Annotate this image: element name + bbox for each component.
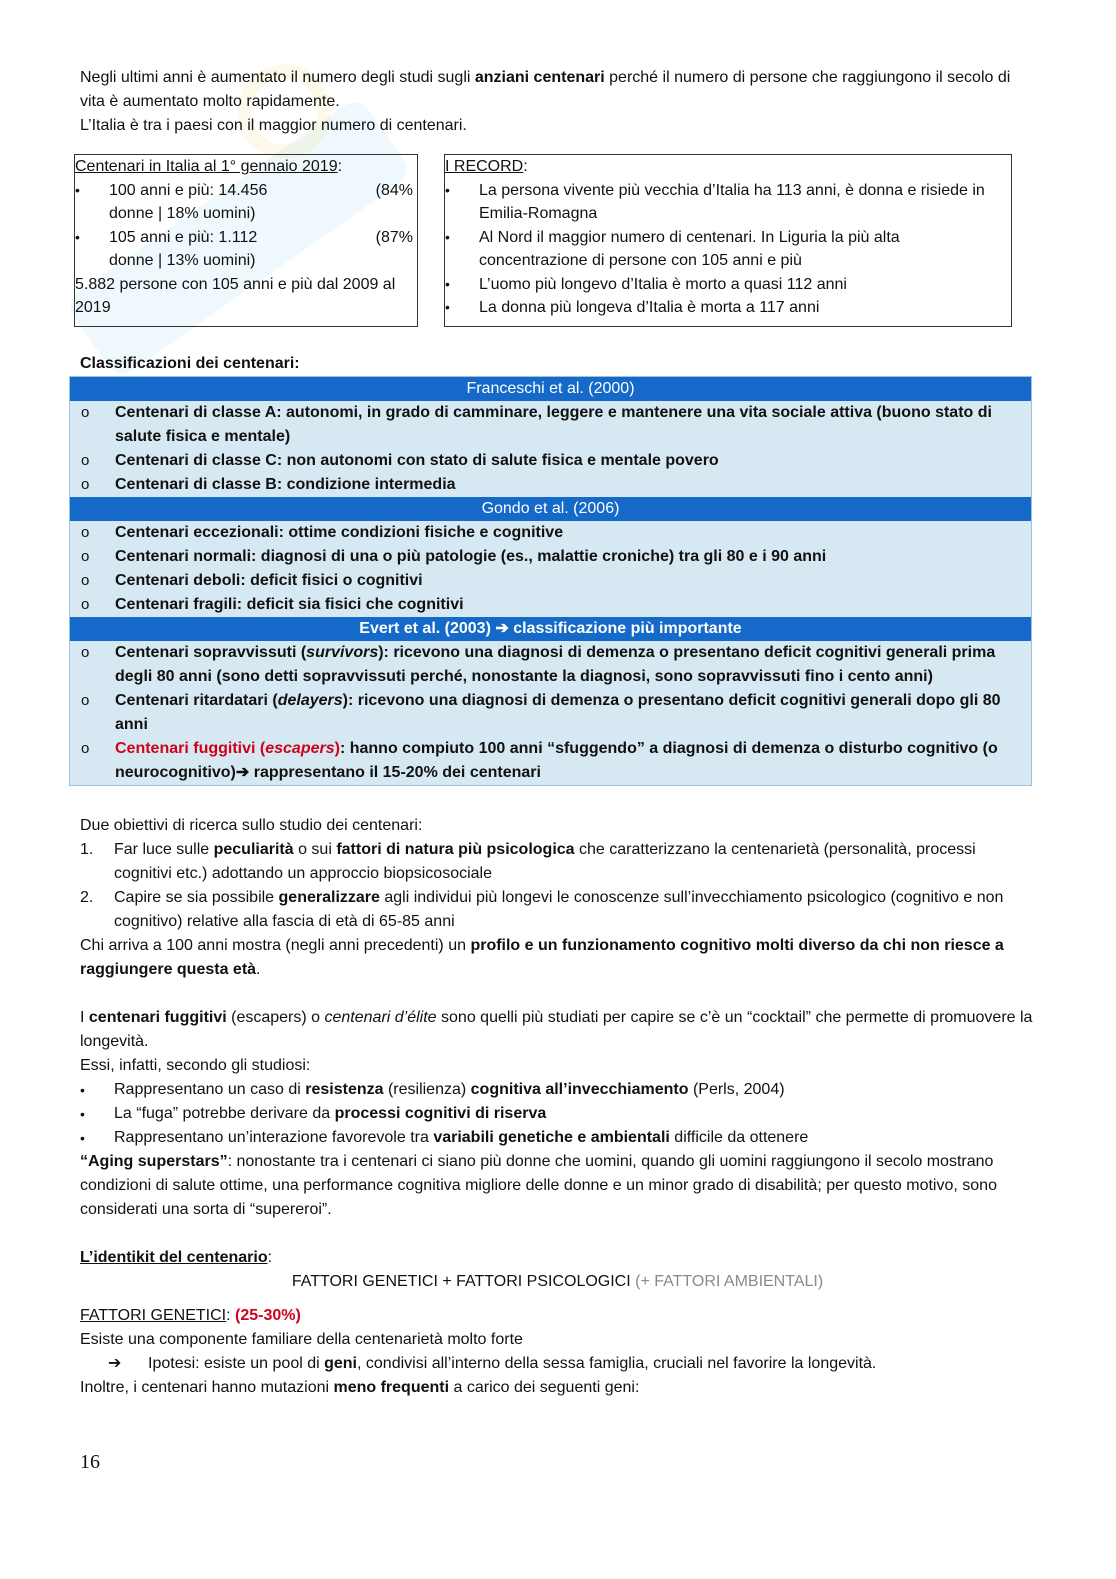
identikit-section — [80, 1246, 1035, 1400]
list-item: 2. Capire se sia possibile generalizzare agli individui più longevi le conoscenze sull’invecchiamento psicologico (cognitivo e non cognitivo) relative alla fascia di età di 65-85 anni — [80, 889, 1004, 930]
table-row: o Centenari di classe C: non autonomi con stato di salute fisica e mentale povero — [81, 452, 719, 469]
genetic-factors-title: FATTORI GENETICI: (25-30%) — [80, 1307, 301, 1324]
hypothesis-item: ➔ Ipotesi: esiste un pool di geni, condivisi all’interno della sessa famiglia, cruciali nel favorire la longevità. — [80, 1352, 1035, 1376]
mutations-paragraph: Inoltre, i centenari hanno mutazioni meno frequenti a carico dei seguenti geni: — [80, 1379, 640, 1396]
list-item: • La “fuga” potrebbe derivare da processi cognitivi di riserva — [80, 1105, 547, 1122]
box-title: I RECORD — [445, 158, 524, 175]
list-item: • L’uomo più longevo d’Italia è morto a quasi 112 anni — [445, 275, 847, 293]
escapers-intro: Essi, infatti, secondo gli studiosi: — [80, 1057, 311, 1074]
aging-superstars-paragraph: “Aging superstars”: nonostante tra i centenari ci siano più donne che uomini, quando gli uomini raggiungono il secolo mostrano condizioni di salute ottime, una performance cognitiva migliore delle donne e un minor grado di disabilità; per questo motivo, sono considerati una sorta di “supereroi”. — [80, 1153, 997, 1218]
table-row: o Centenari deboli: deficit fisici o cognitivi — [81, 572, 423, 589]
list-item: 1. Far luce sulle peculiarità o sui fattori di natura più psicologica che caratterizzano la centenarietà (personalità, processi cognitivi etc.) adottando un approccio biopsicosociale — [80, 841, 976, 882]
table-row: o Centenari sopravvissuti (survivors): ricevono una diagnosi di demenza o presentano deficit cognitivi generali prima degli 80 anni (sono detti sopravvissuti perché, nonostante la diagnosi, sono sopravvissuti fino i cento anni) — [81, 644, 996, 685]
table-header-gondo: Gondo et al. (2006) — [70, 497, 1031, 521]
stats-boxes — [75, 154, 1035, 332]
objectives-section — [80, 814, 1035, 982]
identikit-formula: FATTORI GENETICI + FATTORI PSICOLOGICI (+ FATTORI AMBIENTALI) — [291, 1273, 824, 1290]
page-number: 16 — [80, 1451, 100, 1473]
document-page — [75, 66, 1035, 1400]
list-item: • Rappresentano un caso di resistenza (resilienza) cognitiva all’invecchiamento (Perls, 2004) — [80, 1081, 785, 1098]
list-item: • 100 anni e più: 14.456 (84% donne | 18% uomini) — [75, 181, 413, 222]
classification-table — [69, 376, 1032, 786]
intro-paragraph: Negli ultimi anni è aumentato il numero degli studi sugli anziani centenari perché il numero di persone che raggiungono il secolo di vita è aumentato molto rapidamente. — [80, 69, 1011, 110]
classification-title: Classificazioni dei centenari: — [80, 355, 300, 372]
escapers-paragraph: I centenari fuggitivi (escapers) o centenari d’élite sono quelli più studiati per capire se c’è un “cocktail” che permette di promuovere la longevità. — [80, 1009, 1033, 1050]
intro-italy: L’Italia è tra i paesi con il maggior numero di centenari. — [80, 117, 467, 134]
list-item: • La persona vivente più vecchia d’Italia ha 113 anni, è donna e risiede in Emilia-Romagna — [445, 181, 985, 222]
list-item: • La donna più longeva d’Italia è morta a 117 anni — [445, 299, 820, 316]
table-row: o Centenari eccezionali: ottime condizioni fisiche e cognitive — [81, 524, 564, 541]
record-box: I RECORD: • La persona vivente più vecchia d’Italia ha 113 anni, è donna e risiede in Emilia-Romagna • Al Nord il maggior numero di centenari. In Liguria la più alta concentrazione di persone con 105 anni e più • L’uomo più longevo d’Italia è morto a quasi 112 anni • La donna più longeva d’Italia è morta a 117 anni — [444, 154, 1012, 327]
list-item: • Al Nord il maggior numero di centenari. In Liguria la più alta concentrazione di persone con 105 anni e più — [445, 228, 900, 269]
profile-paragraph: Chi arriva a 100 anni mostra (negli anni precedenti) un profilo e un funzionamento cognitivo molti diverso da chi non riesce a raggiungere questa età. — [80, 937, 1004, 978]
escapers-section — [80, 1006, 1035, 1222]
table-row: o Centenari fuggitivi (escapers): hanno compiuto 100 anni “sfuggendo” a diagnosi di demenza o disturbo cognitivo (o neurocognitivo)➔ rappresentano il 15-20% dei centenari — [81, 740, 998, 781]
table-row: o Centenari normali: diagnosi di una o più patologie (es., malattie croniche) tra gli 80 e i 90 anni — [81, 548, 827, 565]
list-item: • Rappresentano un’interazione favorevole tra variabili genetiche e ambientali difficile da ottenere — [80, 1129, 809, 1146]
table-row: o Centenari ritardatari (delayers): ricevono una diagnosi di demenza o presentano deficit cognitivi generali dopo gli 80 anni — [81, 692, 1001, 733]
table-row: o Centenari fragili: deficit sia fisici che cognitivi — [81, 596, 464, 613]
list-item: • 105 anni e più: 1.112 (87% donne | 13% uomini) — [75, 228, 413, 269]
arrow-icon: ➔ — [108, 1355, 122, 1372]
box-footer: 5.882 persone con 105 anni e più dal 2009 al 2019 — [75, 275, 396, 316]
table-header-evert: Evert et al. (2003) ➔ classificazione più importante — [70, 617, 1031, 641]
objectives-title: Due obiettivi di ricerca sullo studio dei centenari: — [80, 817, 423, 834]
box-title: Centenari in Italia al 1° gennaio 2019 — [75, 158, 338, 175]
table-header-franceschi: Franceschi et al. (2000) — [70, 377, 1031, 401]
table-row: o Centenari di classe A: autonomi, in grado di camminare, leggere e mantenere una vita sociale attiva (buono stato di salute fisica e mentale) — [81, 404, 992, 445]
table-row: o Centenari di classe B: condizione intermedia — [81, 476, 456, 493]
genetic-paragraph: Esiste una componente familiare della centenarietà molto forte — [80, 1331, 523, 1348]
centenari-italia-box: Centenari in Italia al 1° gennaio 2019: • 100 anni e più: 14.456 (84% donne | 18% uomini) • 105 anni e più: 1.112 (87% donne | 13% uomini) 5.882 persone con 105 anni e più dal 2009 al 2019 — [74, 154, 418, 327]
identikit-title: L’identikit del centenario: — [80, 1249, 273, 1266]
